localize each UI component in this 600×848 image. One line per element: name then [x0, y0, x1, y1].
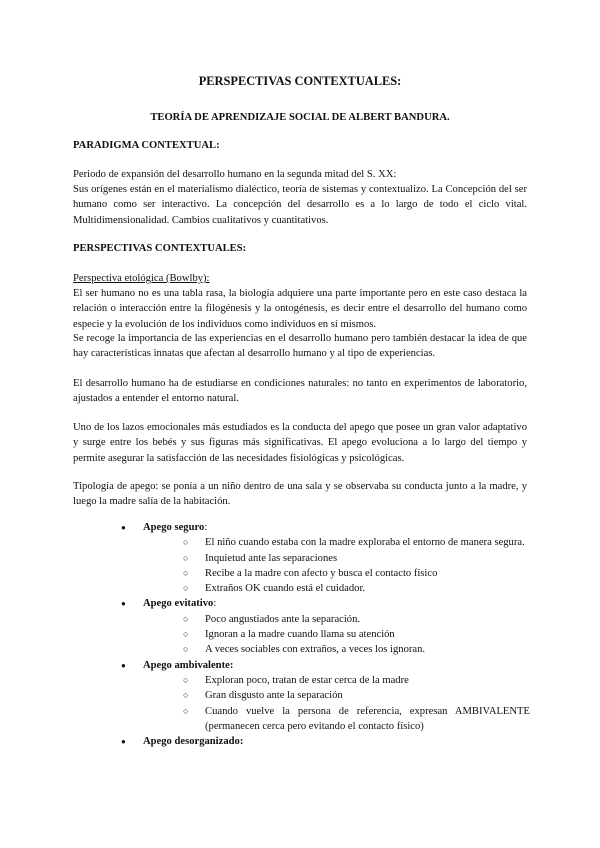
- apego-item: [120, 734, 530, 749]
- apego-title: Apego evitativo:: [143, 598, 217, 610]
- apego-sublist: [143, 535, 530, 596]
- list-item: ○ Recibe a la madre con afecto y busca el contacto físico: [182, 566, 530, 581]
- list-item: ○ Poco angustiados ante la separación.: [182, 612, 530, 627]
- page-title: PERSPECTIVAS CONTEXTUALES:: [198, 74, 402, 88]
- apego-sublist: [143, 673, 530, 734]
- apego-sublist: [143, 612, 530, 658]
- apego-title: Apego ambivalente:: [143, 659, 234, 671]
- list-item: ○ El niño cuando estaba con la madre exploraba el entorno de manera segura.: [182, 535, 530, 550]
- list-item: ○ A veces sociables con extraños, a veces los ignoran.: [182, 642, 530, 657]
- paragraph-tabla-rasa: El ser humano no es una tabla rasa, la biología adquiere una parte importante pero en este caso destaca la relación o interacción entre la filogénesis y la ontogénesis, es decir entre el desarrollo del humano como especie y la evolución de los individuos como individuos en sí mismos.: [73, 288, 527, 330]
- paragraph-apego: Uno de los lazos emocionales más estudiados es la conducta del apego que posee un gran valor adaptativo y surge entre los bebés y sus figuras más significativas. El apego evoluciona a lo largo del tiempo y permite asegurar la satisfacción de las necesidades fisiológicas y psicológicas.: [73, 422, 527, 464]
- perspectivas-heading: PERSPECTIVAS CONTEXTUALES:: [73, 243, 247, 254]
- paragraph-tipologia: Tipología de apego: se ponía a un niño dentro de una sala y se observaba su conducta junto a la madre, y luego la madre salía de la habitación.: [73, 481, 527, 508]
- apego-title: Apego seguro:: [143, 522, 208, 533]
- paradigma-line2: Sus orígenes están en el materialismo dialéctico, teoría de sistemas y contextualizo. La Concepción del ser humano como ser interactivo. La concepción del desarrollo es a lo largo de todo el ciclo vital. Multidimensionalidad. Cambios cualitativos y cuantitativos.: [73, 184, 527, 226]
- paradigma-line1: Periodo de expansión del desarrollo humano en la segunda mitad del S. XX:: [73, 169, 397, 180]
- list-item: ○ Extraños OK cuando está el cuidador.: [182, 581, 530, 596]
- paragraph-experiencias: Se recoge la importancia de las experiencias en el desarrollo humano pero también destacar la idea de que hay características innatas que afectan al desarrollo humano y al tipo de experiencias.: [73, 333, 527, 360]
- list-item: ○ Cuando vuelve la persona de referencia, expresan AMBIVALENTE (permanecen cerca pero evitando el contacto físico): [182, 704, 530, 735]
- page-subtitle: TEORÍA DE APRENDIZAJE SOCIAL DE ALBERT BANDURA.: [150, 112, 450, 123]
- paradigma-heading: PARADIGMA CONTEXTUAL:: [73, 140, 220, 151]
- apego-title: Apego desorganizado:: [143, 736, 244, 748]
- apego-item: [120, 520, 530, 596]
- apego-item: [120, 596, 530, 657]
- list-item: ○ Ignoran a la madre cuando llama su atención: [182, 627, 530, 642]
- apego-item: [120, 658, 530, 734]
- etologica-subheading: Perspectiva etológica (Bowlby):: [73, 273, 210, 284]
- list-item: ○ Exploran poco, tratan de estar cerca de la madre: [182, 673, 530, 688]
- list-item: ○ Inquietud ante las separaciones: [182, 551, 530, 566]
- paragraph-condiciones-naturales: El desarrollo humano ha de estudiarse en condiciones naturales: no tanto en experimentos de laboratorio, ajustados a entender el entorno natural.: [73, 378, 527, 405]
- list-item: ○ Gran disgusto ante la separación: [182, 688, 530, 703]
- apego-list: [120, 520, 530, 749]
